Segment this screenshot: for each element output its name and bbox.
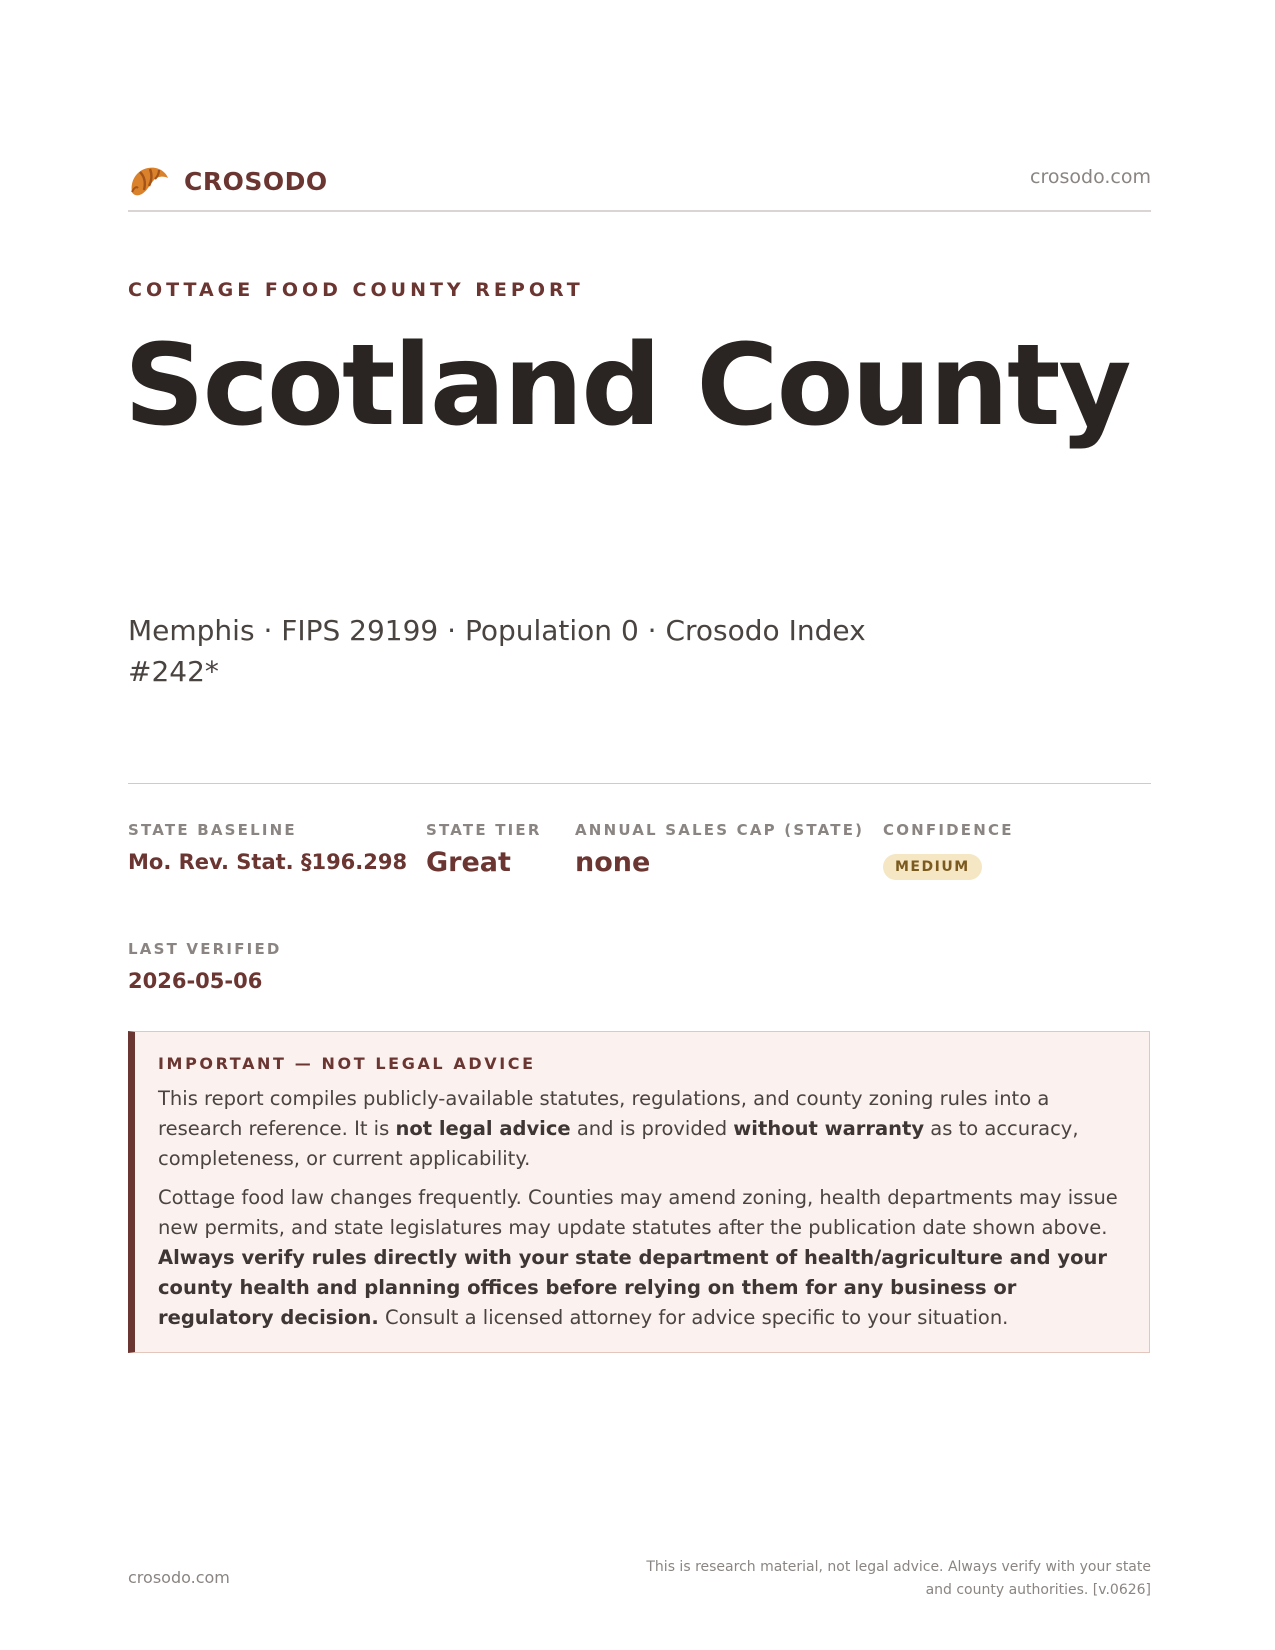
site-url-link[interactable]: crosodo.com xyxy=(1030,166,1151,188)
report-eyebrow: COTTAGE FOOD COUNTY REPORT xyxy=(128,279,584,301)
notice-text: and is provided xyxy=(570,1117,734,1140)
fact-label: LAST VERIFIED xyxy=(128,940,282,958)
fact-label: STATE BASELINE xyxy=(128,821,297,839)
notice-text: as to accuracy, completeness, or current applicability. xyxy=(158,1117,1079,1170)
notice-paragraph-1 xyxy=(158,1084,1127,1174)
fact-confidence xyxy=(883,821,1014,880)
notice-emphasis: without warranty xyxy=(733,1117,925,1140)
status-badge: MEDIUM xyxy=(883,854,982,880)
fact-last-verified xyxy=(128,940,282,993)
fact-annual-sales-cap xyxy=(575,821,864,878)
fact-label: ANNUAL SALES CAP (STATE) xyxy=(575,821,865,839)
fact-value: 2026-05-06 xyxy=(128,969,263,993)
brand[interactable] xyxy=(128,158,328,204)
notice-text: This report compiles publicly-available statutes, regulations, and county zoning rules into a research reference. It is xyxy=(158,1087,1050,1140)
fact-label: STATE TIER xyxy=(426,821,542,839)
footer-disclaimer-line: This is research material, not legal advice. Always verify with your state xyxy=(646,1559,1151,1575)
section-divider xyxy=(128,783,1151,784)
page-title: Scotland County xyxy=(124,321,1130,451)
fact-value: none xyxy=(575,847,651,878)
footer-disclaimer xyxy=(631,1556,1151,1602)
legal-notice xyxy=(128,1031,1150,1353)
notice-text: Cottage food law changes frequently. Counties may amend zoning, health departments may issue new permits, and state legislatures may update statutes after the publication date shown above. xyxy=(158,1186,1118,1239)
notice-paragraph-2 xyxy=(158,1183,1127,1333)
footer-site-url[interactable]: crosodo.com xyxy=(128,1568,230,1587)
fact-state-baseline xyxy=(128,821,407,874)
notice-emphasis: not legal advice xyxy=(395,1117,571,1140)
notice-emphasis: Always verify rules directly with your state department of health/agriculture and your county health and planning offices before relying on them for any business or regulatory decision. xyxy=(158,1246,1108,1329)
notice-text: Consult a licensed attorney for advice specific to your situation. xyxy=(378,1306,1009,1329)
county-subtitle: Memphis · FIPS 29199 · Population 0 · Crosodo Index #242* xyxy=(128,614,866,688)
footer-disclaimer-line: and county authorities. [v.0626] xyxy=(925,1582,1151,1598)
header-divider xyxy=(128,210,1151,212)
fact-state-tier xyxy=(426,821,542,878)
fact-label: CONFIDENCE xyxy=(883,821,1014,839)
croissant-icon xyxy=(128,162,170,200)
fact-value: Great xyxy=(426,847,511,878)
notice-title: IMPORTANT — NOT LEGAL ADVICE xyxy=(158,1054,536,1073)
brand-name: CROSODO xyxy=(184,166,328,196)
fact-value: Mo. Rev. Stat. §196.298 xyxy=(128,850,408,874)
